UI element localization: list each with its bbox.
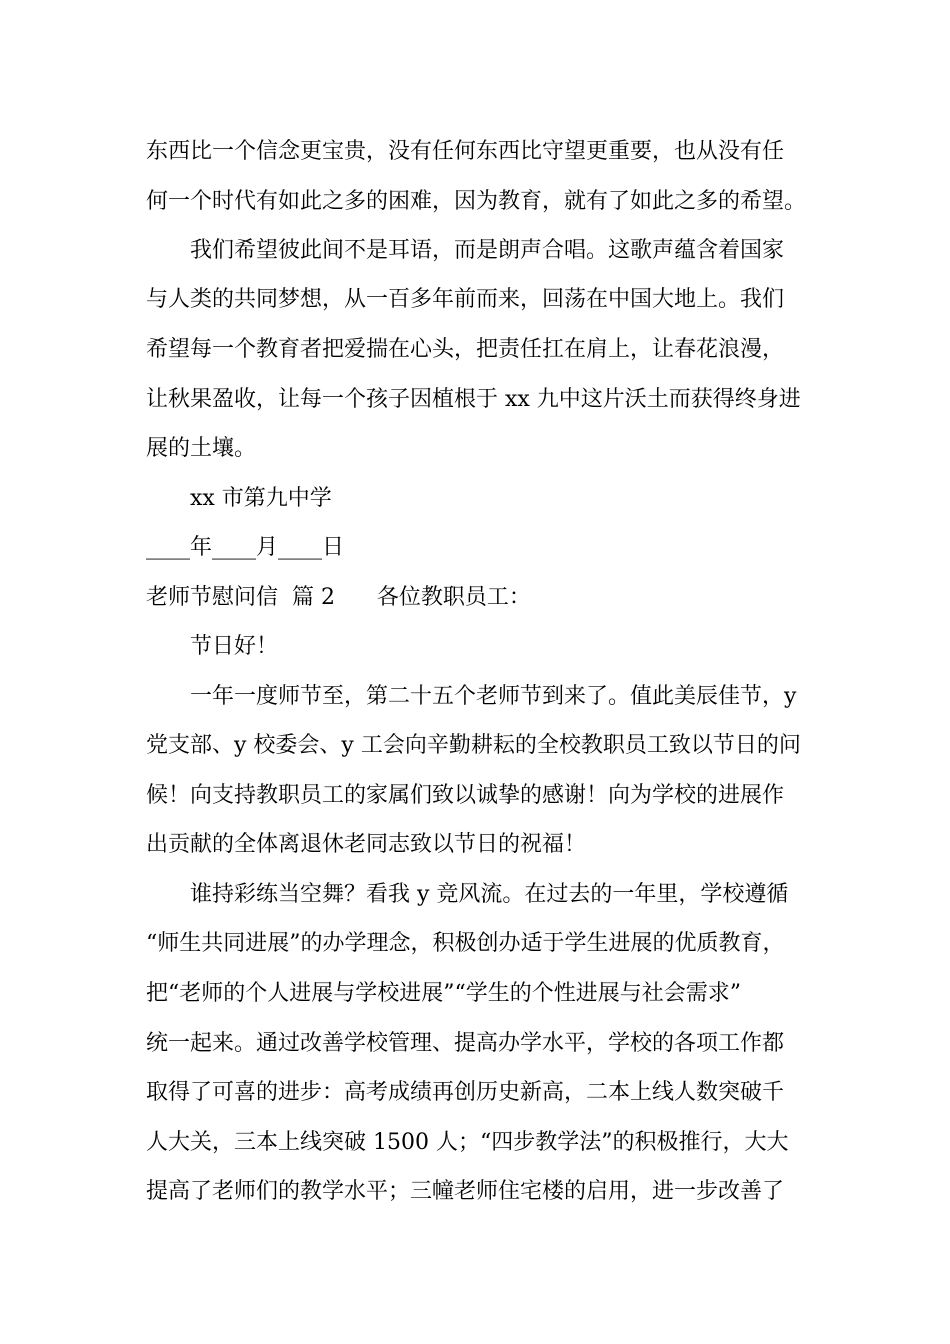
text-line: 我们希望彼此间不是耳语，而是朗声合唱。这歌声蕴含着国家 xyxy=(190,238,785,263)
text-line: 与人类的共同梦想，从一百多年前而来，回荡在中国大地上。我们 xyxy=(146,287,785,312)
text-line: 展的土壤。 xyxy=(146,436,257,461)
text-line: 一年一度师节至，第二十五个老师节到来了。值此美辰佳节，y xyxy=(190,684,797,709)
text-line: 出贡献的全体离退休老同志致以节日的祝福！ xyxy=(146,832,587,857)
text-line: 候！向支持教职员工的家属们致以诚挚的感谢！向为学校的进展作 xyxy=(146,783,785,808)
text-line: 希望每一个教育者把爱揣在心头，把责任扛在肩上，让春花浪漫， xyxy=(146,337,785,362)
section-heading: 老师节慰问信 篇 2 各位教职员工： xyxy=(146,585,531,610)
text-line: 党支部、y 校委会、y 工会向辛勤耕耘的全校教职员工致以节日的问 xyxy=(146,733,801,758)
text-line: 谁持彩练当空舞？看我 y 竞风流。在过去的一年里，学校遵循 xyxy=(190,882,789,907)
text-line: 取得了可喜的进步：高考成绩再创历史新高，二本上线人数突破千 xyxy=(146,1080,785,1105)
signature-date: ____年____月____日 xyxy=(146,535,345,560)
text-line: 东西比一个信念更宝贵，没有任何东西比守望更重要，也从没有任 xyxy=(146,139,785,164)
signature-school: xx 市第九中学 xyxy=(190,486,332,511)
text-line: 人大关，三本上线突破 1500 人；“四步教学法”的积极推行，大大 xyxy=(146,1130,789,1155)
text-line: 提高了老师们的教学水平；三幢老师住宅楼的启用，进一步改善了 xyxy=(146,1179,785,1204)
text-line: 把“老师的个人进展与学校进展”“学生的个性进展与社会需求” xyxy=(146,981,741,1006)
text-line: “师生共同进展”的办学理念，积极创办适于学生进展的优质教育， xyxy=(146,931,785,956)
text-line: 让秋果盈收，让每一个孩子因植根于 xx 九中这片沃土而获得终身进 xyxy=(146,387,801,412)
text-line: 何一个时代有如此之多的困难，因为教育，就有了如此之多的希望。 xyxy=(146,189,807,214)
greeting: 节日好！ xyxy=(190,634,279,659)
text-line: 统一起来。通过改善学校管理、提高办学水平，学校的各项工作都 xyxy=(146,1031,785,1056)
